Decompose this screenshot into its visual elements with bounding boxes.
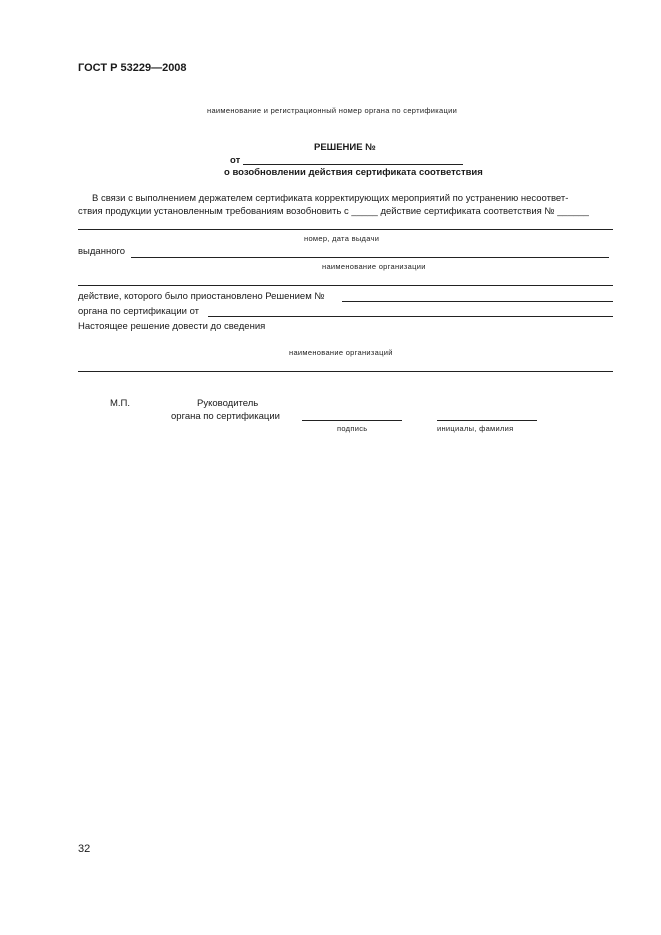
decision-title: РЕШЕНИЕ №: [314, 142, 376, 153]
orgs-line: [78, 371, 613, 372]
paragraph-line-2: ствия продукции установленным требованиям возобновить с _____ действие сертификата соответствия № ______: [78, 206, 589, 217]
authority-date-line: [208, 316, 613, 317]
suspended-line: [342, 301, 613, 302]
org-line: [78, 285, 613, 286]
authority-name-caption: наименование и регистрационный номер органа по сертификации: [207, 106, 458, 115]
signature-line: [302, 420, 402, 421]
head-title-line-2: органа по сертификации: [171, 411, 280, 422]
notify-label: Настоящее решение довести до сведения: [78, 321, 266, 332]
decision-subtitle: о возобновлении действия сертификата соответствия: [224, 167, 483, 178]
initials-caption: инициалы, фамилия: [437, 424, 514, 433]
paragraph-line-1: В связи с выполнением держателем сертификата корректирующих мероприятий по устранению несоответ-: [92, 193, 569, 204]
certificate-number-line: [78, 229, 613, 230]
issued-line: [131, 257, 609, 258]
decision-date-line: [243, 164, 463, 165]
number-date-caption: номер, дата выдачи: [304, 234, 380, 243]
standard-code: ГОСТ Р 53229—2008: [78, 62, 187, 74]
head-title-line-1: Руководитель: [197, 398, 259, 409]
authority-from-label: органа по сертификации от: [78, 306, 199, 317]
decision-from-label: от: [230, 155, 241, 166]
initials-line: [437, 420, 537, 421]
org-name-caption: наименование организации: [322, 262, 426, 271]
page-number: 32: [78, 843, 91, 855]
suspended-label: действие, которого было приостановлено Решением №: [78, 291, 325, 302]
orgs-name-caption: наименование организаций: [289, 348, 393, 357]
signature-caption: подпись: [337, 424, 368, 433]
issued-label: выданного: [78, 246, 126, 257]
stamp-label: М.П.: [110, 398, 131, 409]
